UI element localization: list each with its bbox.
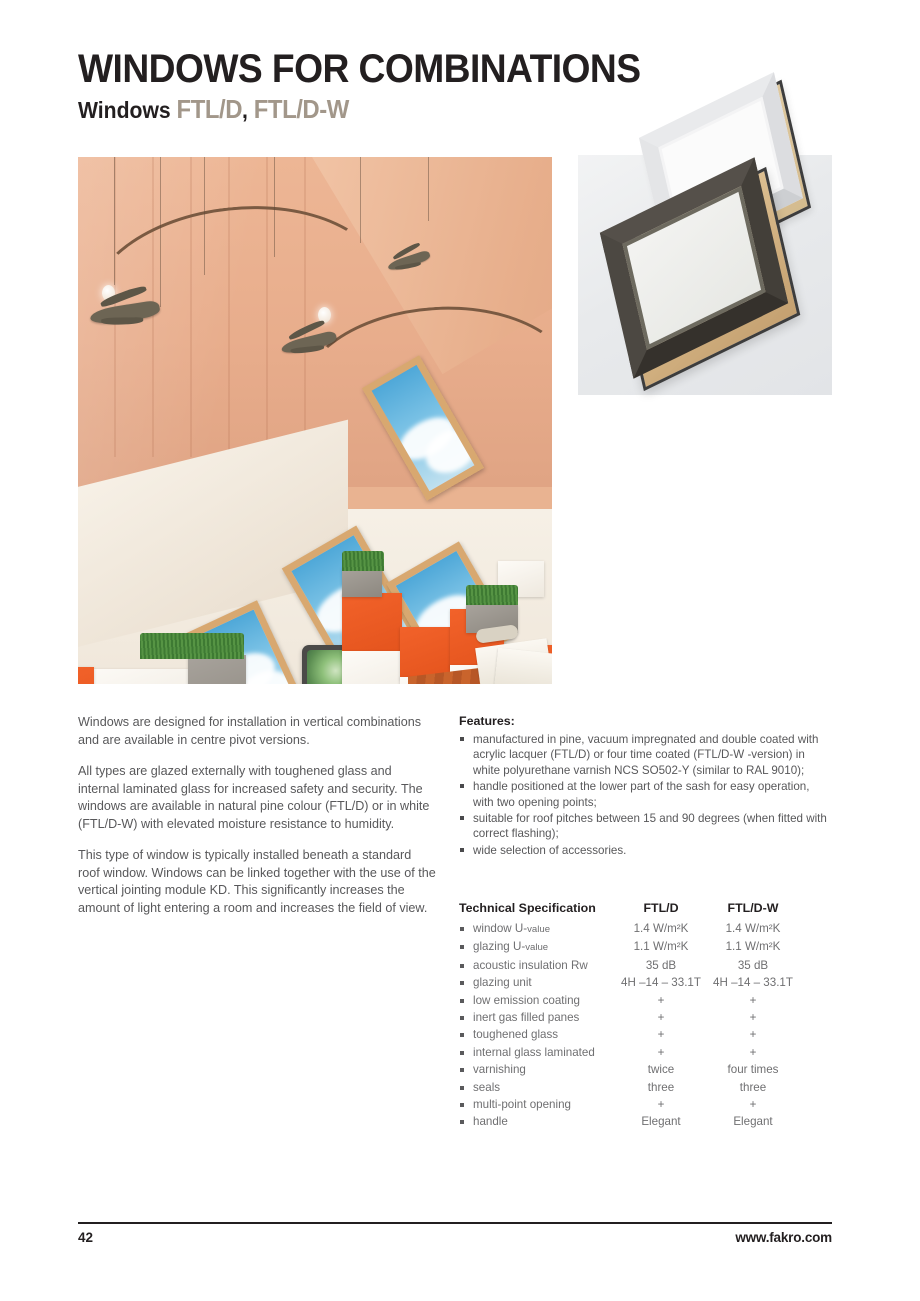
spec-value-ftl-d: twice bbox=[647, 1063, 675, 1077]
spec-value-ftl-d-w: four times bbox=[727, 1063, 779, 1077]
features-list bbox=[459, 732, 831, 858]
spec-value-ftl-d: + bbox=[657, 993, 665, 1007]
spec-label: low emission coating bbox=[459, 992, 615, 1009]
spec-label: multi-point opening bbox=[459, 1096, 615, 1113]
photo-hanging-string bbox=[160, 157, 161, 307]
spec-value-ftl-d: Elegant bbox=[641, 1115, 681, 1129]
spec-label: seals bbox=[459, 1079, 615, 1096]
photo-cabinet bbox=[78, 669, 190, 684]
spec-value-ftl-d: + bbox=[657, 1045, 665, 1059]
table-header-row bbox=[459, 901, 799, 920]
spec-value-ftl-d-w: + bbox=[749, 1011, 757, 1025]
spec-label: inert gas filled panes bbox=[459, 1009, 615, 1026]
spec-label: window U-value bbox=[459, 920, 615, 938]
spec-value-ftl-d: 4H –14 – 33.1T bbox=[621, 976, 701, 990]
website-url[interactable]: www.fakro.com bbox=[735, 1230, 832, 1245]
table-row bbox=[459, 1009, 799, 1026]
spec-label: internal glass laminated bbox=[459, 1044, 615, 1061]
photo-hanging-string bbox=[360, 157, 361, 243]
table-row bbox=[459, 1044, 799, 1061]
intro-paragraph-3: This type of window is typically installed beneath a standard roof window. Windows can be linked together with the use of the vertical jointing module KD. This significantly increases the amount of light entering a room and increases the field of view. bbox=[78, 848, 436, 915]
spec-value-ftl-d-w: + bbox=[749, 1028, 757, 1042]
photo-hanging-string bbox=[274, 157, 275, 257]
spec-value-ftl-d: + bbox=[657, 1098, 665, 1112]
table-row bbox=[459, 1079, 799, 1096]
spec-label: handle bbox=[459, 1113, 615, 1130]
spec-value-ftl-d: 35 dB bbox=[645, 958, 677, 972]
page-title: WINDOWS FOR COMBINATIONS bbox=[78, 47, 641, 91]
spec-value-ftl-d-w: + bbox=[749, 993, 757, 1007]
feature-item: wide selection of accessories. bbox=[459, 843, 831, 858]
photo-cabinet bbox=[342, 651, 402, 684]
photo-planter bbox=[188, 655, 246, 684]
page-footer bbox=[78, 1230, 832, 1245]
spec-value-ftl-d: + bbox=[657, 1028, 665, 1042]
spec-value-ftl-d-w: 35 dB bbox=[737, 958, 769, 972]
photo-plant bbox=[466, 585, 518, 607]
spec-label: acoustic insulation Rw bbox=[459, 957, 615, 974]
technical-specification-table bbox=[459, 901, 799, 1131]
table-row bbox=[459, 992, 799, 1009]
feature-item: handle positioned at the lower part of the sash for easy operation, with two opening points; bbox=[459, 779, 831, 810]
photo-hanging-string bbox=[428, 157, 429, 221]
spec-label: varnishing bbox=[459, 1061, 615, 1078]
model-name-ftl-d-w: FTL/D-W bbox=[253, 94, 349, 124]
intro-text-column bbox=[78, 714, 436, 931]
feature-item: suitable for roof pitches between 15 and 90 degrees (when fitted with correct flashing); bbox=[459, 811, 831, 842]
table-body bbox=[459, 920, 799, 1131]
spec-value-ftl-d: 1.4 W/m²K bbox=[633, 922, 689, 935]
photo-papers bbox=[494, 648, 552, 684]
product-dark-window-frame bbox=[600, 157, 788, 378]
spec-value-ftl-d-w: + bbox=[749, 1045, 757, 1059]
table-row bbox=[459, 1113, 799, 1130]
spec-value-ftl-d: 1.1 W/m²K bbox=[633, 940, 689, 954]
spec-value-ftl-d-w: 4H –14 – 33.1T bbox=[713, 976, 793, 990]
spec-label: glazing unit bbox=[459, 974, 615, 991]
footer-divider bbox=[78, 1222, 832, 1224]
table-row bbox=[459, 1026, 799, 1043]
photo-hanging-string bbox=[204, 157, 205, 275]
intro-paragraph-2: All types are glazed externally with toughened glass and internal laminated glass for increased safety and security. The windows are available in natural pine colour (FTL/D) or in white (FTL/D-W) with elevated moisture resistance to humidity. bbox=[78, 764, 430, 831]
table-row bbox=[459, 1096, 799, 1113]
table-header-ftl-d: FTL/D bbox=[643, 901, 679, 915]
spec-label: glazing U-value bbox=[459, 938, 615, 956]
model-name-ftl-d: FTL/D bbox=[176, 94, 243, 124]
spec-value-ftl-d-w: Elegant bbox=[733, 1115, 773, 1129]
spec-value-ftl-d-w: 1.4 W/m²K bbox=[725, 922, 781, 935]
photo-cabinet bbox=[78, 667, 94, 684]
page-number: 42 bbox=[78, 1230, 94, 1245]
photo-planter bbox=[342, 567, 382, 597]
spec-value-ftl-d: three bbox=[647, 1080, 675, 1094]
table-row bbox=[459, 1061, 799, 1078]
photo-plant bbox=[342, 551, 384, 571]
attic-interior-photo bbox=[78, 157, 552, 684]
table-row bbox=[459, 920, 799, 938]
spec-label: toughened glass bbox=[459, 1026, 615, 1043]
table-row bbox=[459, 938, 799, 956]
subtitle-prefix: Windows bbox=[78, 97, 171, 123]
table-header-label: Technical Specification bbox=[459, 901, 596, 915]
intro-paragraph-1: Windows are designed for installation in vertical combinations and are available in centre pivot versions. bbox=[78, 715, 422, 747]
spec-value-ftl-d-w: 1.1 W/m²K bbox=[725, 940, 781, 954]
table-row bbox=[459, 974, 799, 991]
feature-item: manufactured in pine, vacuum impregnated and double coated with acrylic lacquer (FTL/D) or four time coated (FTL/D-W -version) in white polyurethane varnish NCS SO502-Y (similar to RAL 9010); bbox=[459, 732, 831, 778]
spec-value-ftl-d-w: + bbox=[749, 1098, 757, 1112]
subtitle-comma: , bbox=[242, 97, 248, 123]
features-heading: Features: bbox=[459, 714, 515, 728]
spec-value-ftl-d: + bbox=[657, 1011, 665, 1025]
photo-cabinet bbox=[342, 593, 402, 653]
table-row bbox=[459, 957, 799, 974]
photo-plant bbox=[140, 633, 244, 659]
table-header-ftl-d-w: FTL/D-W bbox=[727, 901, 779, 915]
photo-hanging-string bbox=[114, 157, 115, 285]
spec-value-ftl-d-w: three bbox=[739, 1080, 767, 1094]
roof-window-product-photo bbox=[578, 155, 832, 395]
features-column bbox=[459, 714, 831, 859]
